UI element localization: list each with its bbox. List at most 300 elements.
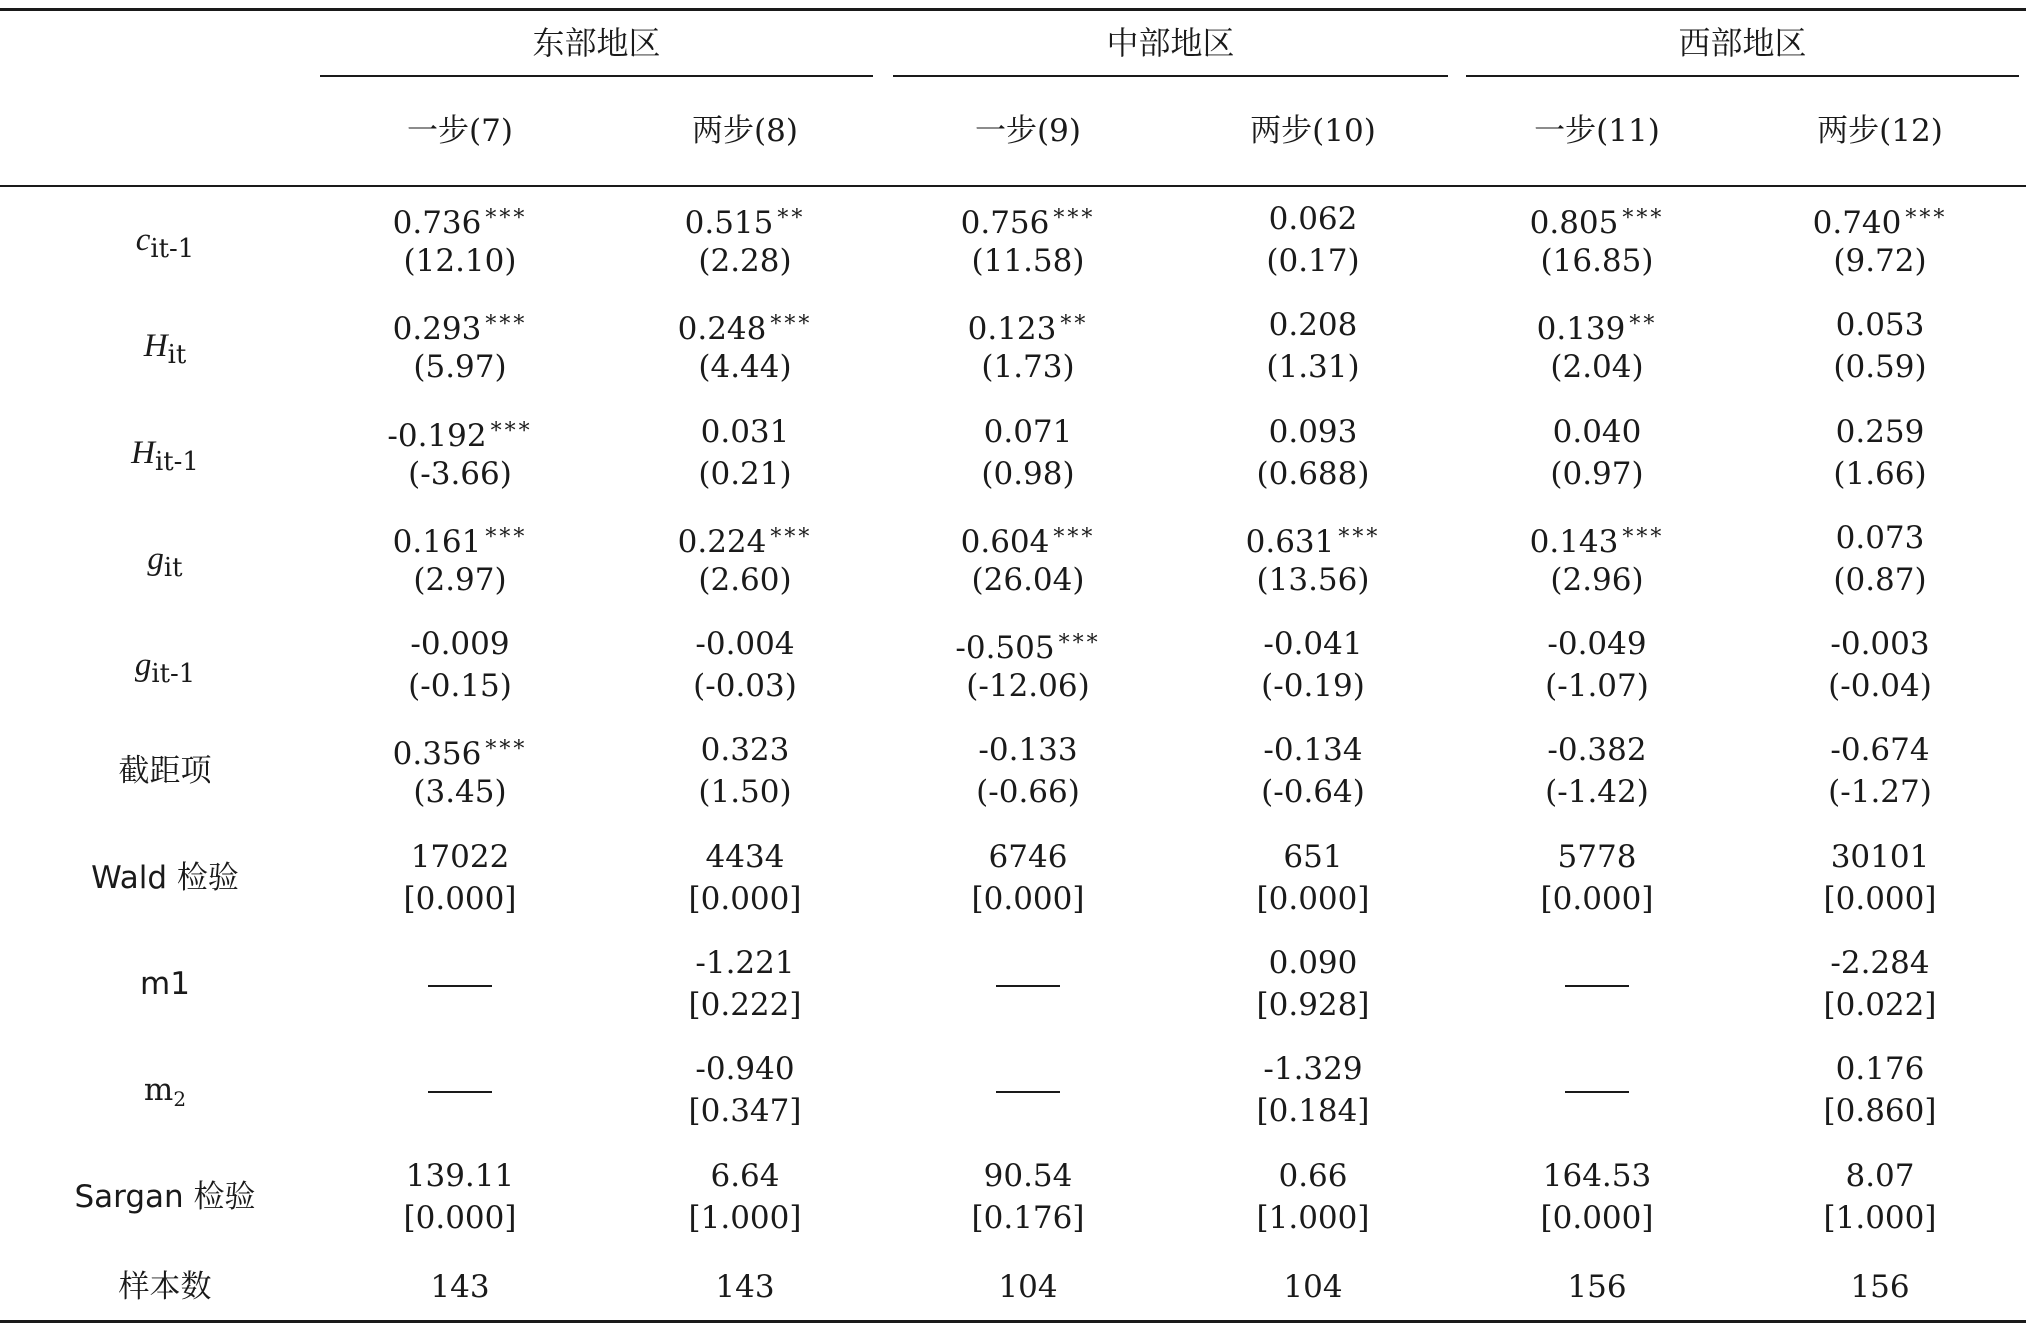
- coefficient: [615, 1266, 875, 1308]
- coefficient: [1183, 729, 1443, 771]
- coefficient: [330, 836, 590, 878]
- coefficient: [615, 304, 875, 346]
- table-cell: [1467, 1266, 1727, 1308]
- coefficient-value: -0.004: [695, 626, 795, 662]
- coefficient: [1750, 1155, 2010, 1197]
- table-cell: [898, 517, 1158, 601]
- coefficient-value: -1.221: [695, 945, 795, 981]
- row-label-symbol: c: [135, 222, 151, 258]
- coefficient-value: 17022: [410, 839, 510, 875]
- coefficient-value: 8.07: [1845, 1158, 1915, 1194]
- statistic-value: [1.000]: [1256, 1200, 1370, 1236]
- table-cell: [330, 411, 590, 495]
- statistic-value: (0.688): [1256, 456, 1370, 492]
- coefficient-value: 0.071: [983, 414, 1073, 450]
- coefficient: [1183, 1048, 1443, 1090]
- statistic-value: (-0.04): [1828, 668, 1932, 704]
- coefficient: [1750, 198, 2010, 240]
- coefficient: [330, 1155, 590, 1197]
- table-cell: [615, 198, 875, 282]
- coefficient-value: -0.382: [1547, 732, 1647, 768]
- significance-stars: ***: [485, 312, 528, 337]
- table-cell: [1467, 836, 1727, 920]
- statistic-value: (1.31): [1266, 349, 1360, 385]
- coefficient-value: 0.248: [677, 311, 767, 347]
- table-cell: [898, 1155, 1158, 1239]
- coefficient-value: 164.53: [1542, 1158, 1652, 1194]
- coefficient-value: 0.604: [960, 524, 1050, 560]
- coefficient: [898, 1155, 1158, 1197]
- coefficient-value: 0.224: [677, 524, 767, 560]
- table-cell: [1750, 836, 2010, 920]
- coefficient: [1750, 836, 2010, 878]
- table-bottom-rule: [0, 1320, 2026, 1323]
- coefficient: [1467, 304, 1727, 346]
- statistic-value: (2.04): [1550, 349, 1644, 385]
- coefficient-value: -0.134: [1263, 732, 1363, 768]
- coefficient-value: 139.11: [405, 1158, 515, 1194]
- coefficient-value: 0.323: [700, 732, 790, 768]
- coefficient-value: -2.284: [1830, 945, 1930, 981]
- column-header-8: 两步(8): [692, 113, 798, 149]
- coefficient-value: 156: [1567, 1269, 1627, 1305]
- row-label-symbol: m: [143, 1072, 174, 1108]
- statistic-value: (0.97): [1550, 456, 1644, 492]
- coefficient-value: 651: [1283, 839, 1343, 875]
- significance-stars: ***: [770, 525, 813, 550]
- coefficient: [898, 411, 1158, 453]
- coefficient: [330, 304, 590, 346]
- coefficient: [1750, 517, 2010, 559]
- coefficient-value: 104: [1283, 1269, 1343, 1305]
- coefficient: [1183, 198, 1443, 240]
- group-rule-west: [1466, 75, 2019, 77]
- statistic-value: (-0.19): [1261, 668, 1365, 704]
- statistic-value: [0.222]: [688, 987, 802, 1023]
- table-cell: [1467, 963, 1727, 1005]
- statistic-value: [0.000]: [1256, 881, 1370, 917]
- statistic-value: [0.022]: [1823, 987, 1937, 1023]
- table-cell: [615, 623, 875, 707]
- statistic-value: [0.000]: [403, 881, 517, 917]
- row-label-subscript: it: [167, 340, 187, 371]
- table-cell: [1183, 942, 1443, 1026]
- significance-stars: ***: [1905, 206, 1948, 231]
- coefficient-value: 143: [430, 1269, 490, 1305]
- row-label-subscript: 2: [173, 1087, 187, 1111]
- statistic-value: [0.000]: [688, 881, 802, 917]
- statistic-value: [0.860]: [1823, 1093, 1937, 1129]
- coefficient: [615, 729, 875, 771]
- table-cell: [898, 1069, 1158, 1111]
- table-cell: [1750, 1155, 2010, 1239]
- column-header-11: 一步(11): [1534, 113, 1660, 149]
- coefficient: [1467, 1155, 1727, 1197]
- table-top-rule: [0, 8, 2026, 11]
- table-cell: [1750, 729, 2010, 813]
- statistic-value: (4.44): [698, 349, 792, 385]
- coefficient-value: 0.073: [1835, 520, 1925, 556]
- table-cell: [330, 1155, 590, 1239]
- table-cell: [1467, 1069, 1727, 1111]
- table-cell: [615, 517, 875, 601]
- statistic-value: (-1.07): [1545, 668, 1649, 704]
- coefficient-value: 0.631: [1245, 524, 1335, 560]
- table-cell: [615, 411, 875, 495]
- coefficient-value: -0.049: [1547, 626, 1647, 662]
- coefficient: [615, 198, 875, 240]
- row-label: [40, 644, 290, 695]
- table-cell: [1183, 198, 1443, 282]
- table-cell: [1183, 517, 1443, 601]
- coefficient-value: -0.192: [387, 418, 487, 454]
- coefficient: [1183, 836, 1443, 878]
- coefficient: [1467, 836, 1727, 878]
- coefficient-value: 0.161: [392, 524, 482, 560]
- coefficient: [615, 1048, 875, 1090]
- statistic-value: (26.04): [971, 562, 1085, 598]
- column-header-10: 两步(10): [1250, 113, 1376, 149]
- table-cell: [330, 623, 590, 707]
- significance-stars: ***: [1053, 206, 1096, 231]
- coefficient: [1750, 942, 2010, 984]
- coefficient-value: 4434: [705, 839, 785, 875]
- statistic-value: [1.000]: [1823, 1200, 1937, 1236]
- table-cell: [1467, 198, 1727, 282]
- coefficient: [1750, 623, 2010, 665]
- em-dash: [1565, 985, 1629, 987]
- header-bottom-rule: [0, 185, 2026, 187]
- table-cell: [898, 963, 1158, 1005]
- table-cell: [330, 1069, 590, 1111]
- table-cell: [1467, 517, 1727, 601]
- table-cell: [1750, 198, 2010, 282]
- table-cell: [898, 1266, 1158, 1308]
- table-cell: [1467, 729, 1727, 813]
- coefficient: [615, 1155, 875, 1197]
- table-cell: [330, 729, 590, 813]
- statistic-value: (1.73): [981, 349, 1075, 385]
- significance-stars: **: [1629, 312, 1658, 337]
- table-cell: [1467, 411, 1727, 495]
- statistic-value: (9.72): [1833, 243, 1927, 279]
- statistic-value: (-0.15): [408, 668, 512, 704]
- coefficient: [615, 411, 875, 453]
- row-label-symbol: H: [131, 435, 156, 471]
- coefficient: [1467, 729, 1727, 771]
- table-cell: [1467, 304, 1727, 388]
- em-dash: [428, 985, 492, 987]
- coefficient: [898, 623, 1158, 665]
- coefficient: [898, 1266, 1158, 1308]
- table-cell: [898, 729, 1158, 813]
- table-cell: [330, 1266, 590, 1308]
- table-cell: [898, 304, 1158, 388]
- statistic-value: [0.000]: [1540, 881, 1654, 917]
- row-label: [40, 325, 290, 376]
- table-cell: [1183, 411, 1443, 495]
- coefficient: [1183, 411, 1443, 453]
- coefficient: [898, 836, 1158, 878]
- statistic-value: [0.928]: [1256, 987, 1370, 1023]
- significance-stars: **: [777, 206, 806, 231]
- coefficient: [1183, 304, 1443, 346]
- table-cell: [1750, 1048, 2010, 1132]
- em-dash: [428, 1091, 492, 1093]
- row-label-symbol: g: [134, 647, 152, 683]
- table-cell: [898, 836, 1158, 920]
- table-cell: [615, 836, 875, 920]
- coefficient: [330, 411, 590, 453]
- coefficient-value: -0.041: [1263, 626, 1363, 662]
- coefficient-value: 0.040: [1552, 414, 1642, 450]
- table-cell: [615, 304, 875, 388]
- statistic-value: (12.10): [403, 243, 517, 279]
- statistic-value: [0.347]: [688, 1093, 802, 1129]
- table-cell: [1750, 1266, 2010, 1308]
- table-cell: [1183, 304, 1443, 388]
- coefficient: [1183, 517, 1443, 559]
- coefficient-value: 156: [1850, 1269, 1910, 1305]
- em-dash: [996, 985, 1060, 987]
- coefficient: [1183, 623, 1443, 665]
- coefficient: [1750, 1048, 2010, 1090]
- coefficient: [1750, 1266, 2010, 1308]
- coefficient-value: 6746: [988, 839, 1068, 875]
- table-cell: [898, 623, 1158, 707]
- coefficient-value: 0.756: [960, 205, 1050, 241]
- coefficient-value: 104: [998, 1269, 1058, 1305]
- row-label: Wald 检验: [91, 860, 239, 896]
- significance-stars: ***: [1622, 525, 1665, 550]
- statistic-value: (5.97): [413, 349, 507, 385]
- row-label: m1: [140, 966, 190, 1002]
- coefficient-value: 0.66: [1278, 1158, 1348, 1194]
- coefficient-value: 0.740: [1812, 205, 1902, 241]
- coefficient: [330, 1266, 590, 1308]
- table-cell: [1750, 411, 2010, 495]
- statistic-value: [0.184]: [1256, 1093, 1370, 1129]
- statistic-value: (11.58): [971, 243, 1085, 279]
- coefficient: [330, 517, 590, 559]
- table-cell: [1183, 1155, 1443, 1239]
- significance-stars: ***: [490, 419, 533, 444]
- coefficient-value: -0.003: [1830, 626, 1930, 662]
- significance-stars: ***: [1622, 206, 1665, 231]
- coefficient-value: -0.940: [695, 1051, 795, 1087]
- group-rule-east: [320, 75, 873, 77]
- column-header-12: 两步(12): [1817, 113, 1943, 149]
- coefficient: [1750, 729, 2010, 771]
- statistic-value: (2.28): [698, 243, 792, 279]
- coefficient-value: 0.031: [700, 414, 790, 450]
- statistic-value: [0.176]: [971, 1200, 1085, 1236]
- table-cell: [615, 942, 875, 1026]
- statistic-value: [1.000]: [688, 1200, 802, 1236]
- significance-stars: ***: [1053, 525, 1096, 550]
- coefficient-value: 0.062: [1268, 201, 1358, 237]
- coefficient: [1467, 198, 1727, 240]
- table-cell: [330, 963, 590, 1005]
- statistic-value: (-0.66): [976, 774, 1080, 810]
- coefficient: [1750, 411, 2010, 453]
- em-dash: [1565, 1091, 1629, 1093]
- row-label-symbol: g: [147, 541, 164, 577]
- statistic-value: (-0.03): [693, 668, 797, 704]
- group-rule-central: [893, 75, 1448, 77]
- coefficient-value: 143: [715, 1269, 775, 1305]
- coefficient-value: -0.133: [978, 732, 1078, 768]
- coefficient: [615, 517, 875, 559]
- statistic-value: (2.60): [698, 562, 792, 598]
- column-header-9: 一步(9): [975, 113, 1081, 149]
- statistic-value: (16.85): [1540, 243, 1654, 279]
- significance-stars: ***: [770, 312, 813, 337]
- coefficient-value: 5778: [1557, 839, 1637, 875]
- coefficient: [330, 729, 590, 771]
- coefficient: [1183, 1266, 1443, 1308]
- statistic-value: [0.000]: [971, 881, 1085, 917]
- table-cell: [330, 304, 590, 388]
- row-label: [40, 1069, 290, 1120]
- statistic-value: (1.66): [1833, 456, 1927, 492]
- coefficient-value: 0.259: [1835, 414, 1925, 450]
- table-cell: [1467, 623, 1727, 707]
- coefficient-value: 0.143: [1529, 524, 1619, 560]
- statistic-value: (2.96): [1550, 562, 1644, 598]
- coefficient: [1467, 623, 1727, 665]
- statistic-value: (-1.27): [1828, 774, 1932, 810]
- coefficient-value: 0.805: [1529, 205, 1619, 241]
- table-cell: [1750, 517, 2010, 601]
- coefficient-value: 6.64: [710, 1158, 780, 1194]
- statistic-value: [0.000]: [403, 1200, 517, 1236]
- coefficient: [1183, 1155, 1443, 1197]
- coefficient: [1183, 942, 1443, 984]
- row-label: Sargan 检验: [74, 1179, 256, 1215]
- coefficient-value: 0.356: [392, 736, 482, 772]
- coefficient: [615, 623, 875, 665]
- row-label: [40, 219, 290, 270]
- coefficient: [898, 729, 1158, 771]
- table-cell: [330, 836, 590, 920]
- coefficient: [898, 198, 1158, 240]
- table-cell: [615, 1155, 875, 1239]
- statistic-value: (0.17): [1266, 243, 1360, 279]
- table-cell: [1183, 836, 1443, 920]
- statistic-value: (-1.42): [1545, 774, 1649, 810]
- row-label-subscript: it-1: [150, 234, 195, 265]
- coefficient-value: -0.505: [955, 630, 1055, 666]
- statistic-value: (3.45): [413, 774, 507, 810]
- table-cell: [898, 198, 1158, 282]
- coefficient-value: 0.515: [684, 205, 774, 241]
- coefficient-value: 0.208: [1268, 307, 1358, 343]
- table-cell: [1183, 1048, 1443, 1132]
- table-cell: [330, 198, 590, 282]
- group-header-west: 西部地区: [1678, 24, 1807, 62]
- coefficient-value: 0.736: [392, 205, 482, 241]
- coefficient-value: 30101: [1830, 839, 1930, 875]
- statistic-value: (0.98): [981, 456, 1075, 492]
- statistic-value: (13.56): [1256, 562, 1370, 598]
- statistic-value: (-12.06): [966, 668, 1090, 704]
- table-cell: [615, 1266, 875, 1308]
- coefficient: [615, 942, 875, 984]
- column-header-7: 一步(7): [407, 113, 513, 149]
- row-label: [40, 538, 290, 589]
- table-cell: [615, 1048, 875, 1132]
- statistic-value: [0.000]: [1823, 881, 1937, 917]
- coefficient-value: -0.674: [1830, 732, 1930, 768]
- coefficient: [898, 304, 1158, 346]
- row-label-symbol: H: [143, 328, 168, 364]
- row-label: 样本数: [118, 1269, 212, 1305]
- table-cell: [615, 729, 875, 813]
- statistic-value: (-0.64): [1261, 774, 1365, 810]
- statistic-value: (-3.66): [408, 456, 512, 492]
- group-header-central: 中部地区: [1106, 24, 1235, 62]
- significance-stars: ***: [485, 737, 528, 762]
- statistic-value: (1.50): [698, 774, 792, 810]
- row-label: [40, 432, 290, 483]
- table-cell: [330, 517, 590, 601]
- row-label-subscript: it: [163, 553, 183, 584]
- table-cell: [1467, 1155, 1727, 1239]
- table-cell: [898, 411, 1158, 495]
- group-header-east: 东部地区: [532, 24, 661, 62]
- coefficient-value: 0.293: [392, 311, 482, 347]
- table-cell: [1183, 729, 1443, 813]
- significance-stars: ***: [485, 206, 528, 231]
- row-label-subscript: it-1: [151, 659, 196, 690]
- coefficient: [1467, 1266, 1727, 1308]
- significance-stars: ***: [485, 525, 528, 550]
- coefficient: [1750, 304, 2010, 346]
- significance-stars: **: [1060, 312, 1089, 337]
- statistic-value: (2.97): [413, 562, 507, 598]
- coefficient-value: 90.54: [983, 1158, 1073, 1194]
- table-cell: [1750, 623, 2010, 707]
- coefficient-value: 0.139: [1536, 311, 1626, 347]
- significance-stars: ***: [1338, 525, 1381, 550]
- table-cell: [1750, 304, 2010, 388]
- coefficient: [330, 198, 590, 240]
- table-cell: [1750, 942, 2010, 1026]
- coefficient-value: -1.329: [1263, 1051, 1363, 1087]
- table-cell: [1183, 1266, 1443, 1308]
- coefficient-value: 0.093: [1268, 414, 1358, 450]
- coefficient: [1467, 517, 1727, 559]
- coefficient: [615, 836, 875, 878]
- em-dash: [996, 1091, 1060, 1093]
- row-label: 截距项: [118, 753, 212, 789]
- coefficient: [1467, 411, 1727, 453]
- coefficient-value: 0.123: [967, 311, 1057, 347]
- coefficient-value: -0.009: [410, 626, 510, 662]
- coefficient-value: 0.176: [1835, 1051, 1925, 1087]
- coefficient-value: 0.053: [1835, 307, 1925, 343]
- table-cell: [1183, 623, 1443, 707]
- statistic-value: (0.21): [698, 456, 792, 492]
- statistic-value: (0.59): [1833, 349, 1927, 385]
- statistic-value: (0.87): [1833, 562, 1927, 598]
- coefficient: [330, 623, 590, 665]
- significance-stars: ***: [1058, 631, 1101, 656]
- statistic-value: [0.000]: [1540, 1200, 1654, 1236]
- row-label-subscript: it-1: [155, 447, 199, 478]
- coefficient-value: 0.090: [1268, 945, 1358, 981]
